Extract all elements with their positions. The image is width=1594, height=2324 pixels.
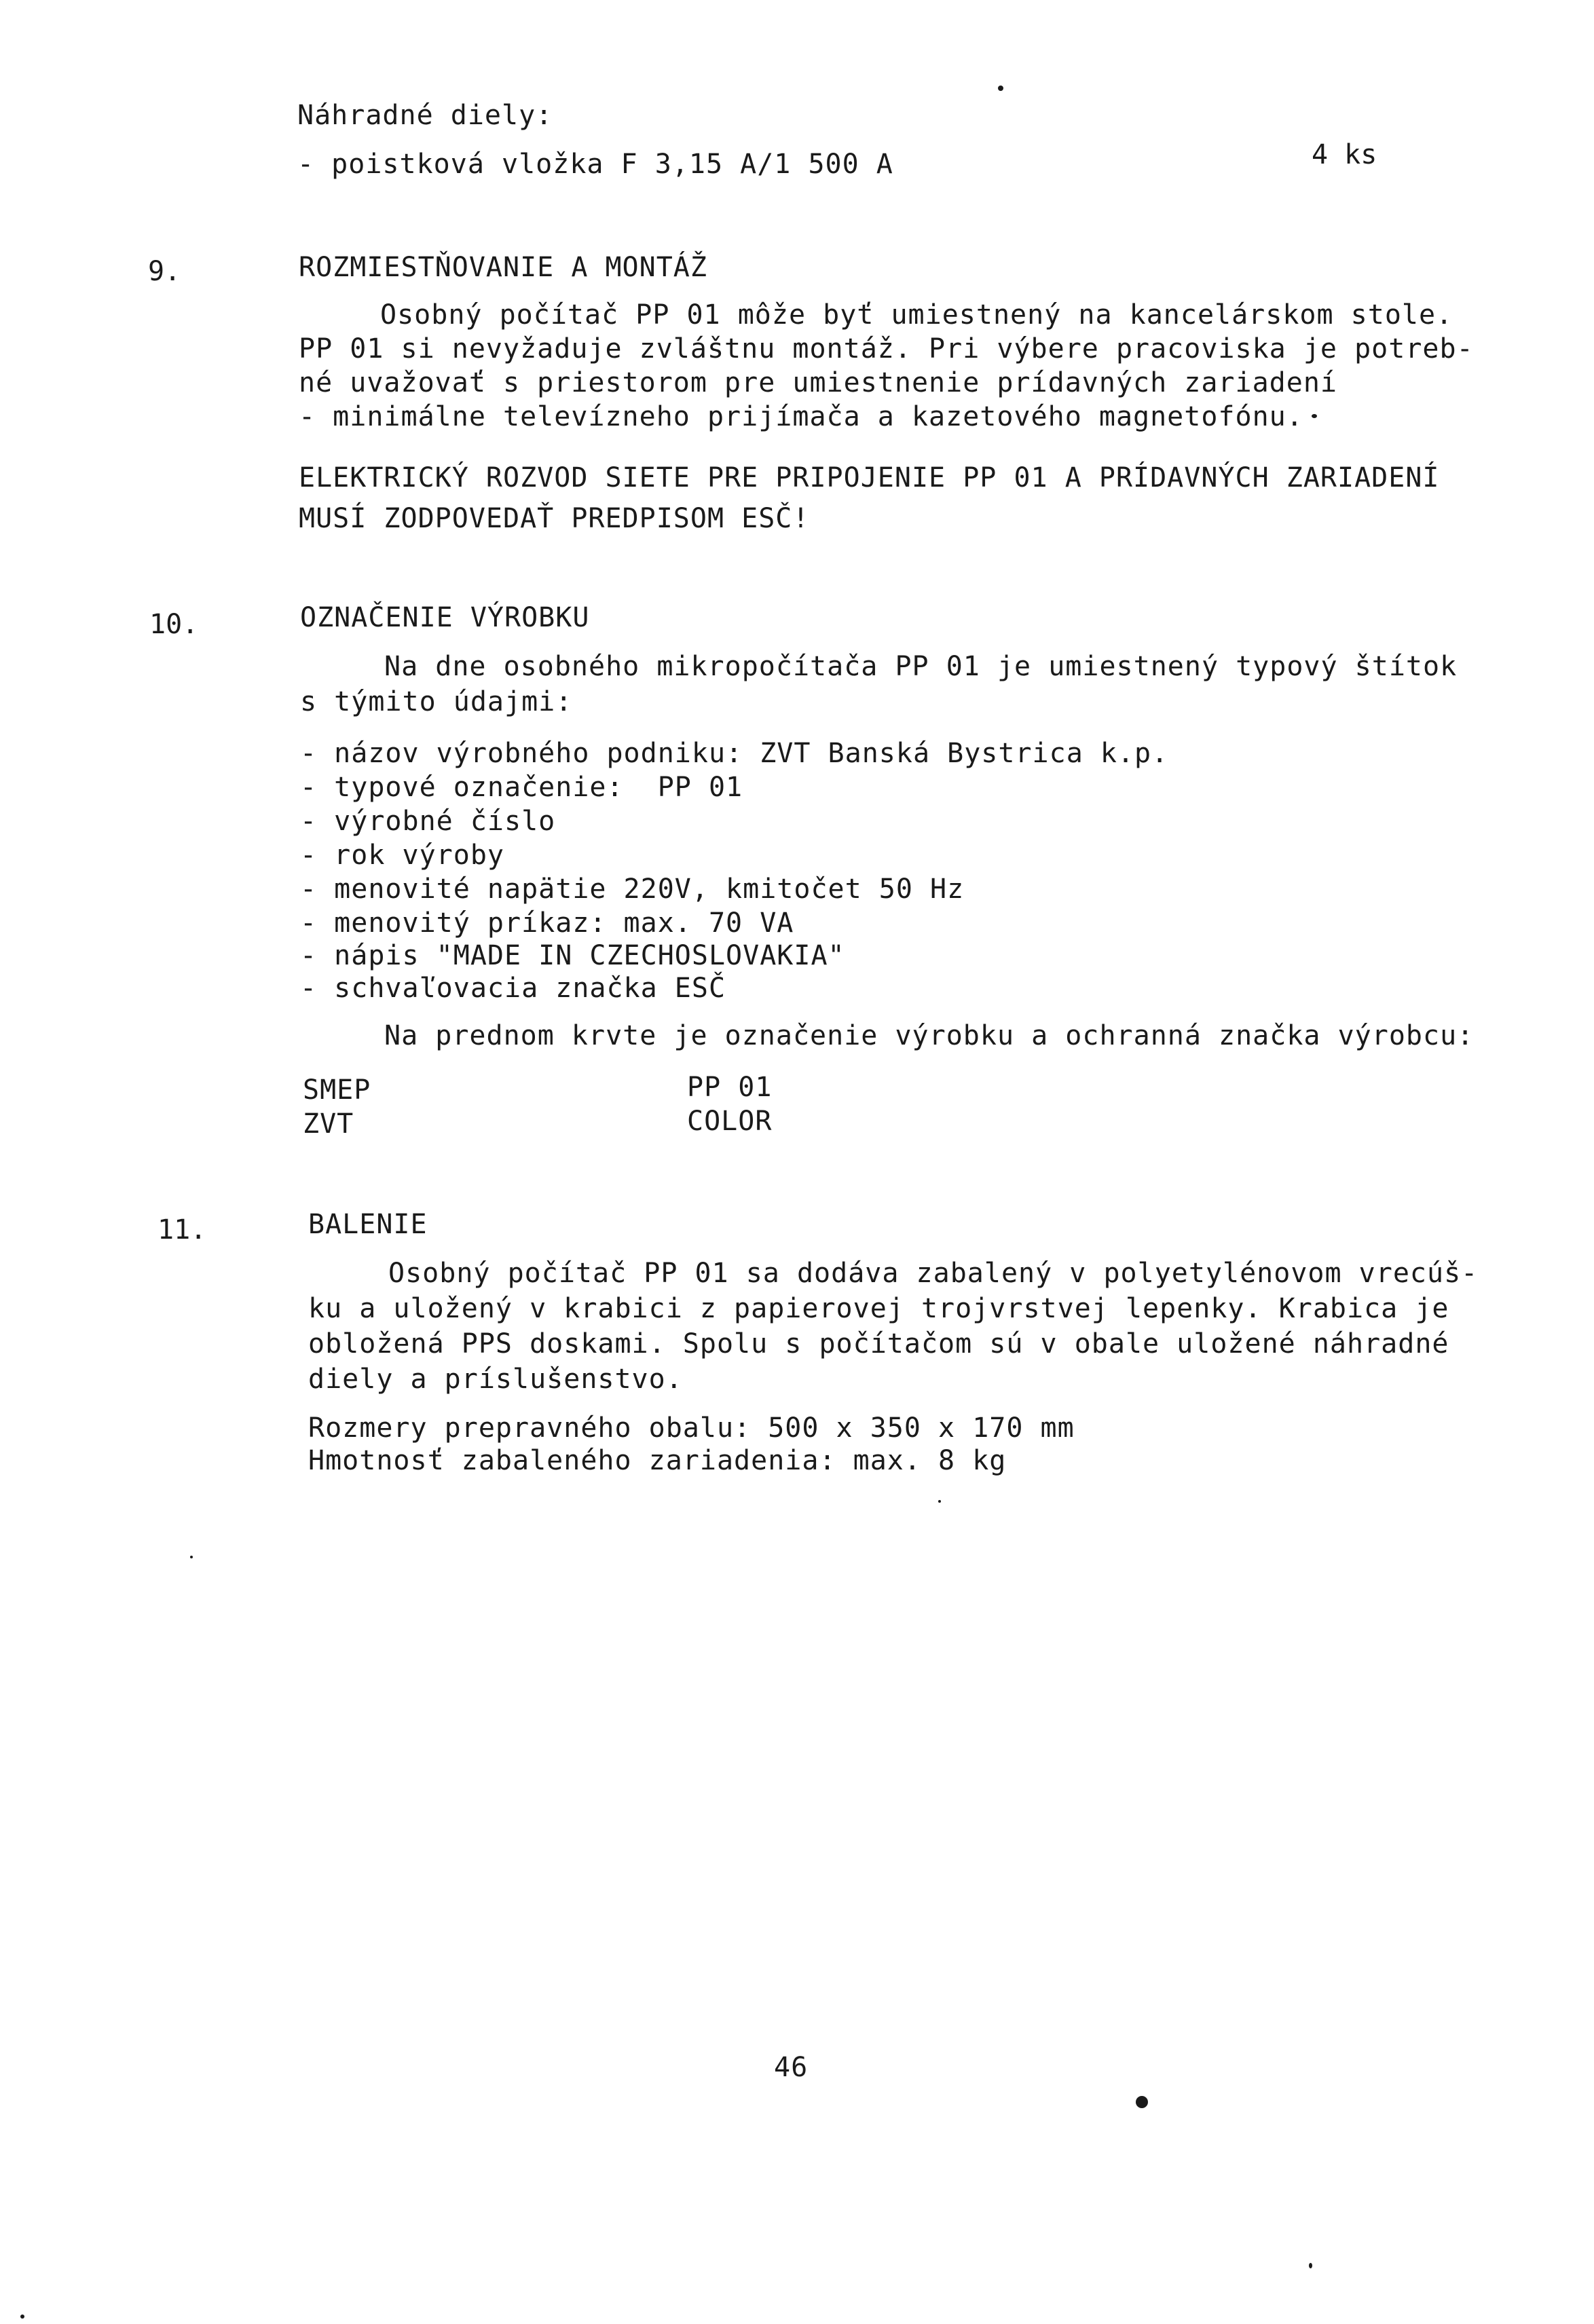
section-10-title: OZNAČENIE VÝROBKU (300, 602, 590, 633)
spare-parts-item: - poistková vložka F 3,15 A/1 500 A (297, 149, 893, 180)
spare-parts-heading: Náhradné diely: (297, 100, 553, 131)
section-9-para-line: né uvažovať s priestorom pre umiestnenie prídavných zariadení (299, 367, 1338, 398)
section-9-warning-line: ELEKTRICKÝ ROZVOD SIETE PRE PRIPOJENIE PP 01 A PRÍDAVNÝCH ZARIADENÍ (299, 462, 1440, 493)
section-11-para-line: ku a uložený v krabici z papierovej trojvrstvej lepenky. Krabica je (308, 1293, 1449, 1324)
label-list-item: - schvaľovacia značka ESČ (300, 973, 726, 1004)
section-10-intro-line: s týmito údajmi: (300, 686, 573, 717)
logo-right-line: PP 01 (687, 1072, 773, 1103)
label-list-item: - typové označenie: PP 01 (300, 772, 743, 803)
scan-speck (1136, 2096, 1148, 2108)
section-9-title: ROZMIESTŇOVANIE A MONTÁŽ (299, 252, 707, 283)
scan-speck (938, 1500, 941, 1503)
label-list-item: - rok výroby (300, 840, 504, 871)
logo-left-line: SMEP (303, 1074, 371, 1106)
section-11-title: BALENIE (308, 1209, 428, 1240)
label-list-item: - výrobné číslo (300, 806, 556, 837)
section-11-number: 11. (157, 1214, 207, 1245)
section-9-para-line: - minimálne televízneho prijímača a kazetového magnetofónu. (299, 401, 1303, 432)
section-11-para-line: obložená PPS doskami. Spolu s počítačom sú v obale uložené náhradné (308, 1328, 1449, 1360)
label-list-item: - menovité napätie 220V, kmitočet 50 Hz (300, 874, 965, 905)
section-9-para-line: PP 01 si nevyžaduje zvláštnu montáž. Pri výbere pracoviska je potreb- (299, 333, 1474, 364)
section-9-warning-line: MUSÍ ZODPOVEDAŤ PREDPISOM ESČ! (299, 503, 810, 534)
label-list-item: - menovitý príkaz: max. 70 VA (300, 907, 794, 939)
section-9-para-line: Osobný počítač PP 01 môže byť umiestnený na kancelárskom stole. (380, 299, 1453, 331)
spare-parts-qty: 4 ks (1312, 139, 1377, 170)
scan-speck (1312, 414, 1317, 418)
logo-left-line: ZVT (303, 1108, 354, 1140)
cover-note: Na prednom krvte je označenie výrobku a ochranná značka výrobcu: (384, 1020, 1475, 1051)
section-10-number: 10. (149, 609, 199, 640)
scan-speck (20, 2314, 24, 2319)
section-11-para-line: diely a príslušenstvo. (308, 1364, 683, 1395)
page-number: 46 (774, 2052, 809, 2083)
scan-speck (190, 1556, 193, 1558)
label-list-item: - nápis "MADE IN CZECHOSLOVAKIA" (300, 940, 845, 971)
label-list-item: - názov výrobného podniku: ZVT Banská Bystrica k.p. (300, 738, 1169, 769)
scan-speck (998, 86, 1003, 91)
section-9-number: 9. (148, 256, 181, 287)
scan-speck (1309, 2263, 1312, 2268)
section-11-spec-line: Hmotnosť zabaleného zariadenia: max. 8 kg (308, 1445, 1007, 1476)
logo-right-line: COLOR (687, 1106, 773, 1137)
section-11-spec-line: Rozmery prepravného obalu: 500 x 350 x 170 mm (308, 1412, 1075, 1444)
section-11-para-line: Osobný počítač PP 01 sa dodáva zabalený v polyetylénovom vrecúš- (388, 1258, 1479, 1289)
section-10-intro-line: Na dne osobného mikropočítača PP 01 je umiestnený typový štítok (384, 651, 1458, 682)
